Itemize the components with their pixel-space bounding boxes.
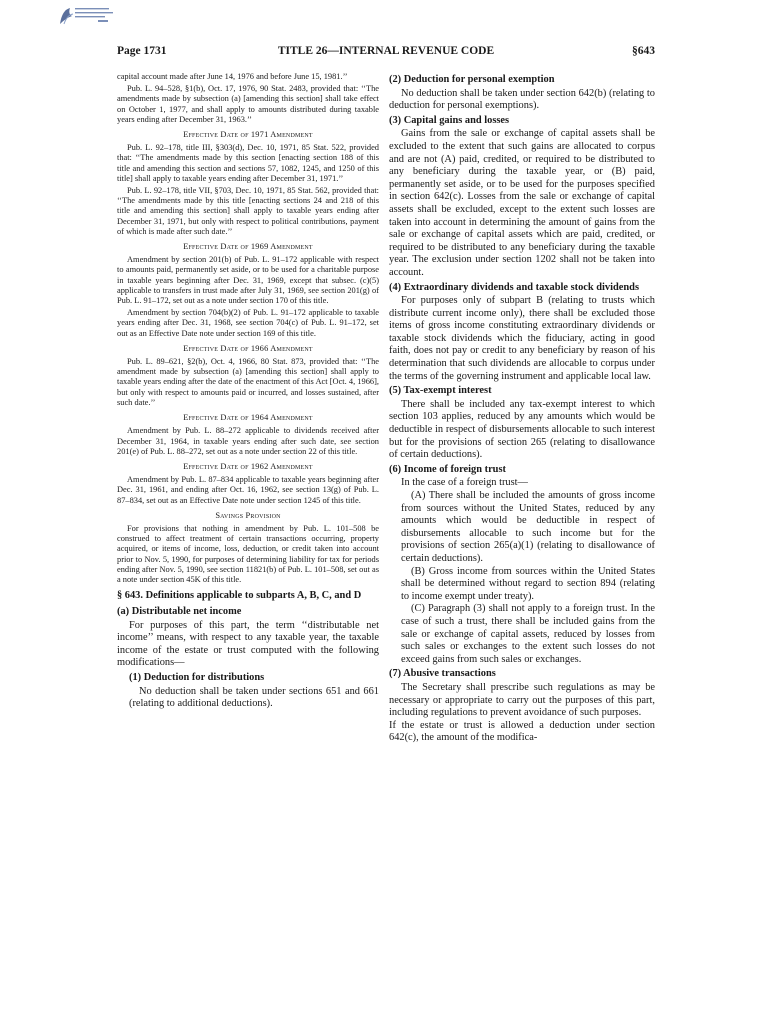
statute-paragraph: The Secretary shall prescribe such regulations as may be necessary or appropriate to carry out the purposes of this part, including regulations to prevent avoidance of such purposes. [389,681,655,719]
statute-paragraph: No deduction shall be taken under section 642(b) (relating to deduction for personal exemptions). [389,87,655,112]
note-paragraph: Amendment by Pub. L. 87–834 applicable to taxable years beginning after Dec. 31, 1961, and ending after Oct. 16, 1962, see section 13(g) of Pub. L. 87–834, set out as an Effective Date note under section 1245 of this title. [117,475,379,505]
statute-paragraph: For purposes of this part, the term ‘‘distributable net income’’ means, with respect to any taxable year, the taxable income of the estate or trust computed with the following modifications— [117,619,379,669]
statute-subparagraph: (C) Paragraph (3) shall not apply to a foreign trust. In the case of such a trust, there shall be included gains from the sale or exchange of capital assets, reduced by losses from such sales or exchanges to the extent such losses do not exceed gains from such sales or exchanges. [401,603,655,665]
gpo-authentication-logo [58,4,118,28]
note-heading: Effective Date of 1969 Amendment [183,242,313,252]
note-paragraph: Amendment by Pub. L. 88–272 applicable to dividends received after December 31, 1964, in taxable years ending after such date, see section 201(e) of Pub. L. 88–272, set out as a note under section 22 of this title. [117,426,379,456]
gpo-seal-icon [58,4,118,28]
right-column [389,72,655,1000]
note-paragraph: Pub. L. 92–178, title III, §303(d), Dec. 10, 1971, 85 Stat. 522, provided that: ‘‘The amendments made by this section [enacting section 188 of this title and amending this section and sections 57, 1082, 1245, and 1250 of this title] shall apply to taxable years ending after December 31, 1971.’’ [117,143,379,183]
paragraph-heading: (6) Income of foreign trust [389,463,506,475]
statute-subparagraph: (B) Gross income from sources within the United States shall be determined without regard to section 894 (relating to income exempt under treaty). [401,565,655,602]
page-number: Page 1731 [117,45,167,57]
statute-paragraph: There shall be included any tax-exempt interest to which section 103 applies, reduced by any amounts which would be deductible in respect of disbursements allocable to such interest but for the provisions of section 265 (relating to disallowance of certain deductions). [389,398,655,461]
note-heading: Effective Date of 1971 Amendment [183,130,313,140]
note-paragraph: Pub. L. 92–178, title VII, §703, Dec. 10, 1971, 85 Stat. 562, provided that: ‘‘The amendments made by this title [enacting sections 24 and 218 of this title and amending this section] shall apply to taxable years ending after December 31, 1971, but only with respect to political contributions, payment of which is made after such date.’’ [117,186,379,236]
statute-paragraph: Gains from the sale or exchange of capital assets shall be excluded to the extent that such gains are allocated to corpus and are not (A) paid, credited, or required to be distributed to any beneficiary during the taxable year, or (B) paid, permanently set aside, or to be used for the purposes specified in section 642(c). Losses from the sale or exchange of capital assets shall be excluded, except to the extent such losses are taken into account in determining the amount of gains from the sale or exchange of capital assets which are paid, credited, or required to be distributed to any beneficiary during the taxable year. The exclusion under section 1202 shall not be taken into account. [389,128,655,278]
running-title: TITLE 26—INTERNAL REVENUE CODE [277,45,495,57]
paragraph-heading: (2) Deduction for personal exemption [389,74,555,85]
note-paragraph: Pub. L. 94–528, §1(b), Oct. 17, 1976, 90 Stat. 2483, provided that: ‘‘The amendments made by subsection (a) [amending this section] shall take effect on October 1, 1977, and shall apply to amounts distributed during taxable years ending after December 31, 1963.’’ [117,84,379,124]
statute-subparagraph: (A) There shall be included the amounts of gross income from sources without the United States, reduced by any amounts which would be deductible in respect of disbursements allocable to such income but for the provisions of section 265(a)(1) (relating to disallowance of certain deductions). [401,490,655,564]
paragraph-heading: (3) Capital gains and losses [389,114,510,126]
note-paragraph: Amendment by section 704(b)(2) of Pub. L. 91–172 applicable to taxable years ending after Dec. 31, 1968, see section 704(c) of Pub. L. 91–172, set out as an Effective Date note under section 169 of this title. [117,308,379,338]
note-paragraph: capital account made after June 14, 1976 and before June 15, 1981.’’ [117,72,348,81]
paragraph-heading: (4) Extraordinary dividends and taxable stock dividends [389,281,639,293]
note-heading: Savings Provision [215,510,281,520]
note-paragraph: For provisions that nothing in amendment by Pub. L. 101–508 be construed to affect treatment of certain transactions occurring, property acquired, or items of income, loss, deduction, or credit taken into account prior to Nov. 5, 1990, for purposes of determining liability for tax for periods ending after Nov. 5, 1990, see section 11821(b) of Pub. L. 101–508, set out as a note under section 45K of this title. [117,523,379,584]
paragraph-heading: (7) Abusive transactions [389,668,496,680]
left-column [117,72,379,1000]
note-heading: Effective Date of 1962 Amendment [183,461,313,471]
note-heading: Effective Date of 1964 Amendment [183,413,313,423]
note-heading: Effective Date of 1966 Amendment [183,343,313,353]
page-header [117,45,655,61]
section-heading: § 643. Definitions applicable to subparts A, B, C, and D [117,590,362,602]
statute-paragraph: In the case of a foreign trust— [401,477,528,489]
statute-paragraph: If the estate or trust is allowed a deduction under section 642(c), the amount of the modifica- [389,719,655,744]
paragraph-heading: (1) Deduction for distributions [129,671,265,683]
note-paragraph: Pub. L. 89–621, §2(b), Oct. 4, 1966, 80 Stat. 873, provided that: ‘‘The amendment made by subsection (a) [amending this section] shall apply to taxable years ending after the date of the enactment of this Act [Oct. 4, 1966], but only with respect to amounts paid or incurred, and losses sustained, after such date.’’ [117,357,379,407]
section-marker: §643 [632,45,655,57]
paragraph-heading: (5) Tax-exempt interest [389,385,492,397]
statute-paragraph: For purposes only of subpart B (relating to trusts which distribute current income only), there shall be excluded those items of gross income constituting extraordinary dividends or taxable stock dividends which the fiduciary, acting in good faith, does not pay or credit to any beneficiary by reason of his determination that such dividends are allocable to corpus under the terms of the governing instrument and applicable local law. [389,295,655,382]
subsection-heading: (a) Distributable net income [117,605,242,617]
note-paragraph: Amendment by section 201(b) of Pub. L. 91–172 applicable with respect to amounts paid, permanently set aside, or to be used for a charitable purpose in taxable years beginning after Dec. 31, 1969, except that subsec. (c)(5) applicable to transfers in trust made after July 31, 1969, see section 201(g) of Pub. L. 91–172, set out as a note under section 170 of this title. [117,255,379,306]
statute-paragraph: No deduction shall be taken under sections 651 and 661 (relating to additional deductions). [129,685,379,710]
